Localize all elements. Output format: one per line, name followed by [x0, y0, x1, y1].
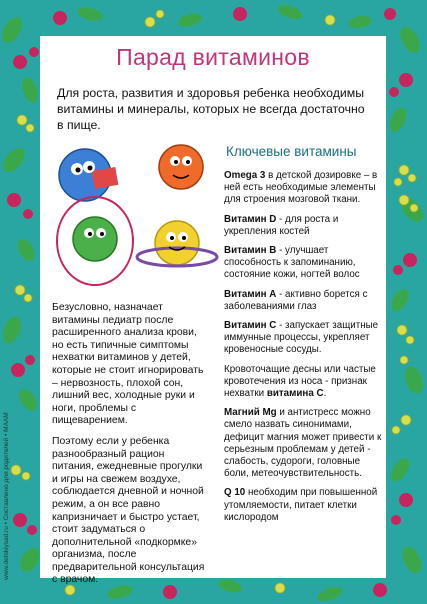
vitamin-characters-illustration: [47, 135, 225, 293]
vitamin-item-q10: [224, 487, 384, 524]
symptoms-paragraph: Безусловно, назначает витамины педиатр после расширенного анализа крови, но есть типичные симптомы нехватки витаминов у детей, которые не стоит игнорировать – нервозность, плохой сон, лишний вес, холодные руки и ноги, проблемы с пищеварением.: [52, 302, 204, 427]
vitamin-desc: - улучшает способность к запоминанию, состояние кожи, ногтей волос: [224, 245, 360, 281]
vitamin-desc: - активно борется с заболеваниями глаз: [224, 288, 368, 312]
vitamin-ball-jumping-rope: [57, 197, 133, 285]
vitamin-name: Omega 3: [224, 170, 266, 181]
vitamin-item-d: [224, 214, 384, 238]
vitamin-name: Магний Mg: [224, 407, 277, 419]
vitamin-item-a: [224, 289, 384, 313]
vitamin-desc: - для роста и укрепления костей: [224, 213, 339, 237]
vitamin-ball-running: [159, 145, 203, 189]
vitamin-item-omega3: [224, 170, 384, 207]
page-title: Парад витаминов: [116, 44, 310, 70]
intro-text: Для роста, развития и здоровья ребенка необходимы витамины и минералы, которых не всегда достаточно в пище.: [57, 86, 365, 132]
vitamin-name: Витамин А: [224, 288, 277, 300]
vitamin-item-magnesium: [224, 407, 384, 480]
key-vitamins-heading: Ключевые витамины: [226, 144, 357, 159]
note-text: Кровоточащие десны или частые кровотечения из носа - признак нехватки: [224, 363, 376, 400]
note-bold: витамина С: [266, 388, 324, 400]
vitamin-desc: - запускает защитные иммунные процессы, укрепляет кровеносные сосуды.: [224, 320, 379, 356]
vitamin-desc: необходим при повышенной утомляемости, питает клетки кислородом: [224, 487, 378, 523]
vitamin-item-b: [224, 245, 384, 282]
vitamin-desc: в детской дозировке – в ней есть необходимые элементы для строения мозговой ткани.: [224, 170, 378, 206]
left-column: [52, 302, 208, 595]
vitamin-c-deficiency-note: [224, 364, 384, 401]
advice-paragraph: Поэтому если у ребенка разнообразный рацион питания, ежедневные прогулки и игры на свежем воздухе, соблюдается дневной и ночной режим, а он все равно капризничает и быстро устает, стоит задуматься о дополнительной «подкормке» организма, после предварительной консультация с врачом.: [52, 435, 205, 586]
vitamin-desc: и антистресс можно смело назвать синонимами, дефицит магния может привести к серьезным проблемам у детей - слабость, судороги, головные боли, метеочувствительность.: [224, 407, 382, 480]
vitamin-name: Витамин С: [224, 320, 277, 332]
note-tail: .: [323, 388, 327, 400]
key-vitamins-column: [224, 144, 384, 531]
vitamin-name: Витамин D: [224, 213, 277, 225]
vitamin-name: Q 10: [224, 487, 246, 499]
vitamin-ball-reading: [59, 149, 118, 201]
vitamin-name: Витамин В: [224, 245, 277, 257]
vitamin-item-c: [224, 320, 384, 357]
vitamin-ball-hula-hoop: [137, 221, 217, 266]
side-watermark-label: www.detskiysad.ru • Составлено для родителей • MAAM: [3, 412, 10, 580]
